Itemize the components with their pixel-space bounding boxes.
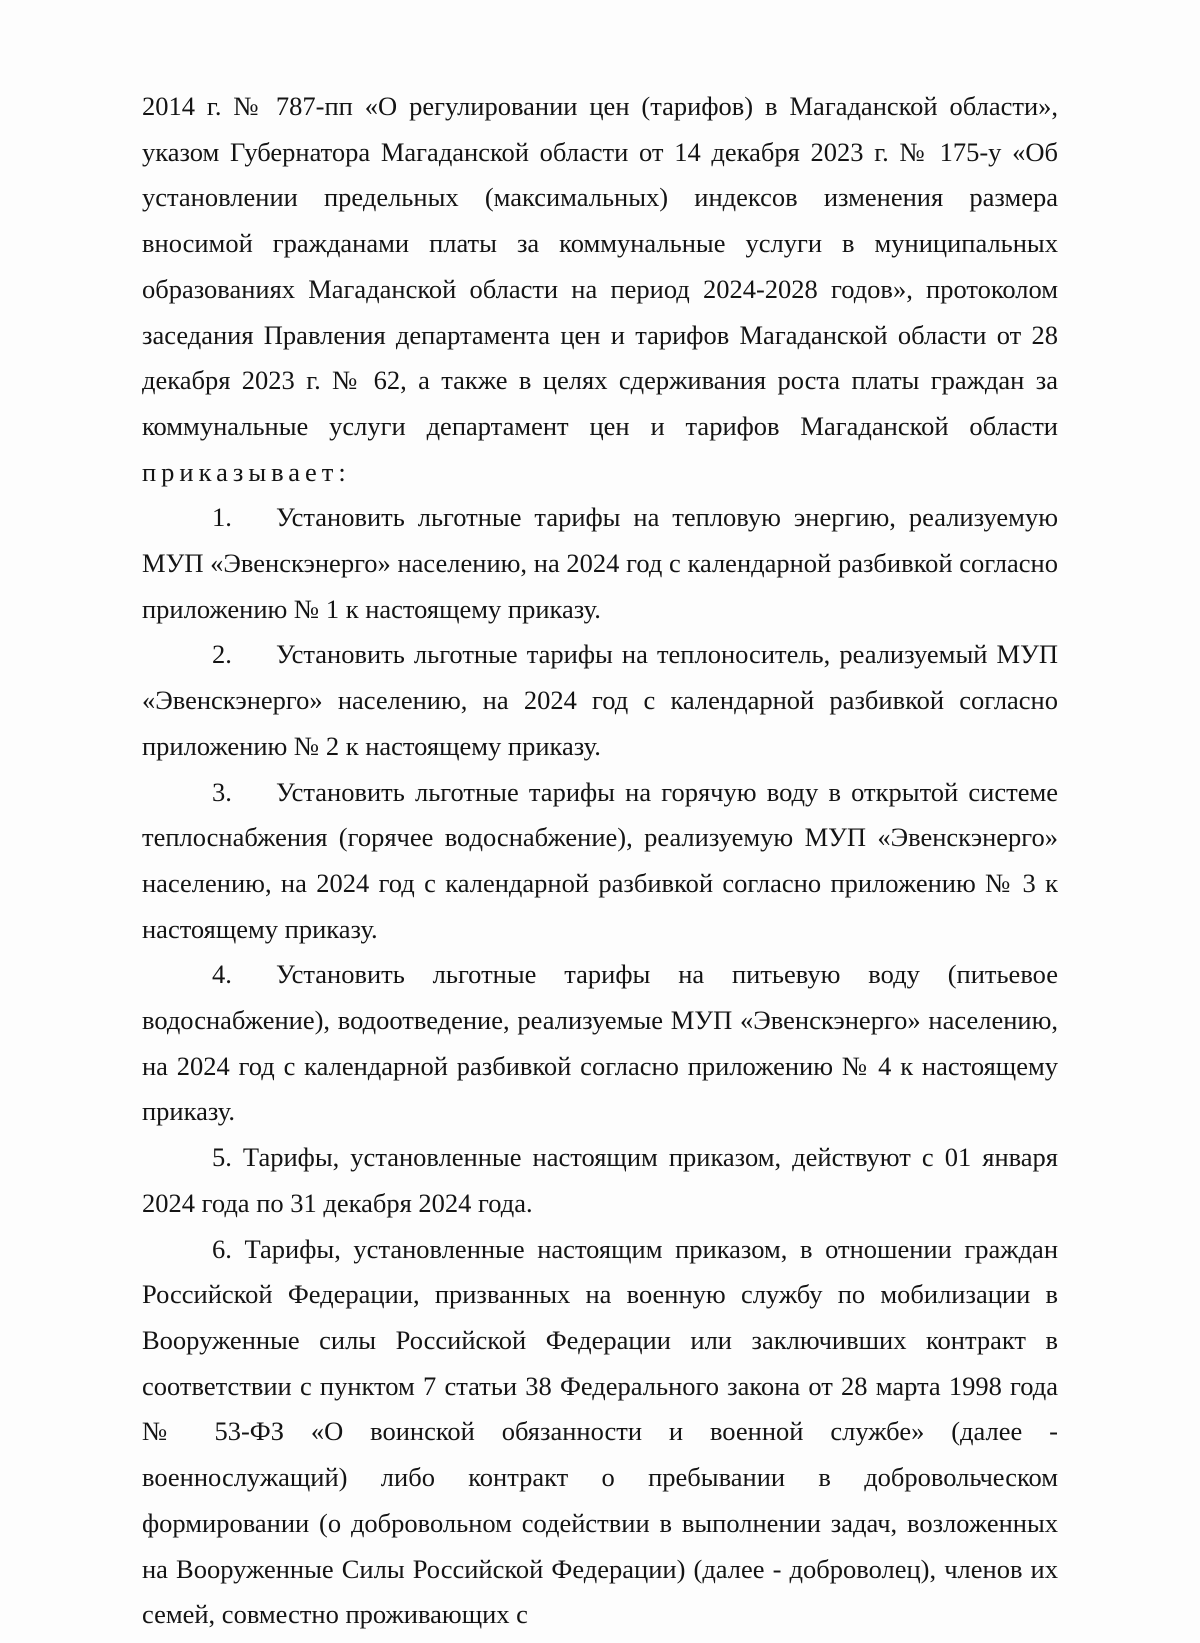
item-4-number: 4. <box>212 959 232 990</box>
item-1-number: 1. <box>212 502 232 533</box>
item-1-text: Установить льготные тарифы на тепловую энергию, реализуемую МУП «Эвенскэнерго» населению, на 2024 год с календарной разбивкой согласно приложению № 1 к настоящему приказу. <box>142 502 1058 624</box>
document-body <box>142 84 1058 1638</box>
order-word: приказывает <box>142 456 339 487</box>
item-3-text: Установить льготные тарифы на горячую воду в открытой системе теплоснабжения (горячее водоснабжение), реализуемую МУП «Эвенскэнерго» населению, на 2024 год с календарной разбивкой согласно приложению № 3 к настоящему приказу. <box>142 776 1058 944</box>
item-2-paragraph <box>142 632 1058 769</box>
item-5-paragraph: 5. Тарифы, установленные настоящим приказом, действуют с 01 января 2024 года по 31 декабря 2024 года. <box>142 1142 1058 1218</box>
intro-text: 2014 г. № 787-пп «О регулировании цен (тарифов) в Магаданской области», указом Губернатора Магаданской области от 14 декабря 2023 г. № 175-у «Об установлении предельных (максимальных) индексов изменения размера вносимой гражданами платы за коммунальные услуги в муниципальных образованиях Магаданской области на период 2024-2028 годов», протоколом заседания Правления департамента цен и тарифов Магаданской области от 28 декабря 2023 г. № 62, а также в целях сдерживания роста платы граждан за коммунальные услуги департамент цен и тарифов Магаданской области <box>142 91 1058 441</box>
item-3-number: 3. <box>212 776 232 807</box>
intro-colon: : <box>338 456 346 487</box>
item-2-text: Установить льготные тарифы на теплоноситель, реализуемый МУП «Эвенскэнерго» населению, на 2024 год с календарной разбивкой согласно приложению № 2 к настоящему приказу. <box>142 639 1058 761</box>
item-6-paragraph: 6. Тарифы, установленные настоящим приказом, в отношении граждан Российской Федерации, призванных на военную службу по мобилизации в Вооруженные силы Российской Федерации или заключивших контракт в соответствии с пунктом 7 статьи 38 Федерального закона от 28 марта 1998 года № 53-ФЗ «О воинской обязанности и военной службе» (далее - военнослужащий) либо контракт о пребывании в добровольческом формировании (о добровольном содействии в выполнении задач, возложенных на Вооруженные Силы Российской Федерации) (далее - доброволец), членов их семей, совместно проживающих с <box>142 1233 1058 1630</box>
item-3-paragraph <box>142 770 1058 953</box>
item-2-number: 2. <box>212 639 232 670</box>
item-1-paragraph <box>142 495 1058 632</box>
item-4-text: Установить льготные тарифы на питьевую воду (питьевое водоснабжение), водоотведение, реализуемые МУП «Эвенскэнерго» населению, на 2024 год с календарной разбивкой согласно приложению № 4 к настоящему приказу. <box>142 959 1058 1127</box>
intro-paragraph <box>142 84 1058 495</box>
item-4-paragraph <box>142 952 1058 1135</box>
